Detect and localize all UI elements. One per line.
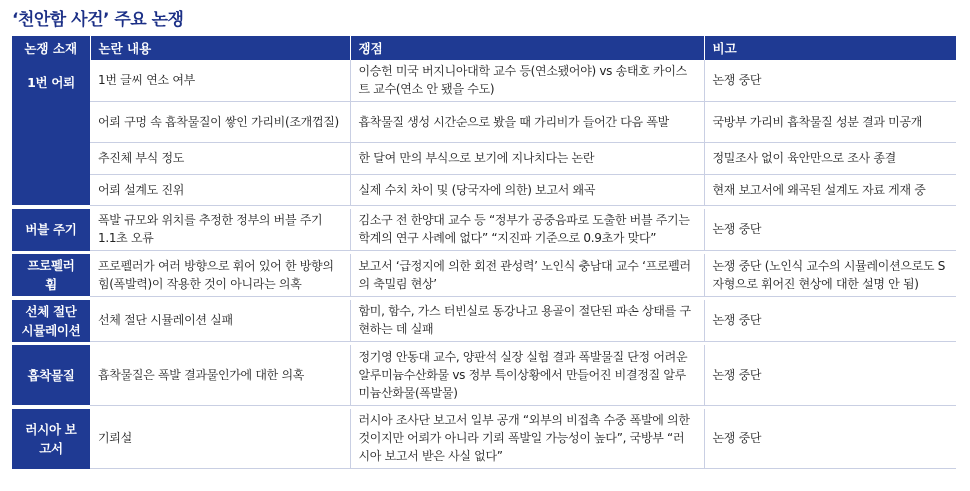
category-cell: 흡착물질	[12, 345, 90, 405]
note-cell: 논쟁 중단	[704, 409, 956, 469]
table-row	[12, 142, 956, 174]
note-cell: 논쟁 중단	[704, 300, 956, 342]
table-row	[12, 409, 956, 469]
content-cell: 프로펠러가 여러 방향으로 휘어 있어 한 방향의 힘(폭발력)이 작용한 것이 아니라는 의혹	[90, 254, 350, 296]
note-cell: 논쟁 중단	[704, 209, 956, 251]
content-cell: 어뢰 설계도 진위	[90, 174, 350, 205]
issue-cell: 보고서 ‘급정지에 의한 회전 관성력’ 노인식 충남대 교수 ‘프로펠러의 축밀림 현상’	[350, 254, 704, 296]
content-cell: 선체 절단 시뮬레이션 실패	[90, 300, 350, 342]
table-row	[12, 60, 956, 101]
table-row	[12, 174, 956, 205]
category-cell: 프로펠러 휨	[12, 254, 90, 296]
content-cell: 1번 글씨 연소 여부	[90, 60, 350, 101]
content-cell: 폭발 규모와 위치를 추정한 정부의 버블 주기 1.1초 오류	[90, 209, 350, 251]
header-topic: 논쟁 소재	[12, 36, 90, 60]
issue-cell: 이승헌 미국 버지니아대학 교수 등(연소됐어야) vs 송태호 카이스트 교수(연소 안 됐을 수도)	[350, 60, 704, 101]
content-cell: 어뢰 구멍 속 흡착물질이 쌓인 가리비(조개껍질)	[90, 101, 350, 142]
issue-cell: 실제 수치 차이 및 (당국자에 의한) 보고서 왜곡	[350, 174, 704, 205]
issue-cell: 정기영 안동대 교수, 양판석 실장 실험 결과 폭발물질 단정 어려운 알루미늄수산화물 vs 정부 특이상황에서 만들어진 비결정질 알루미늄산화물(폭발물)	[350, 345, 704, 405]
category-cell: 버블 주기	[12, 209, 90, 251]
table-header-row	[12, 36, 956, 60]
header-content: 논란 내용	[90, 36, 350, 60]
note-cell: 논쟁 중단	[704, 345, 956, 405]
issue-cell: 김소구 전 한양대 교수 등 “정부가 공중음파로 도출한 버블 주기는 학계의 연구 사례에 없다” “지진파 기준으로 0.9초가 맞다”	[350, 209, 704, 251]
issue-cell: 흡착물질 생성 시간순으로 봤을 때 가리비가 들어간 다음 폭발	[350, 101, 704, 142]
content-cell: 흡착물질은 폭발 결과물인가에 대한 의혹	[90, 345, 350, 405]
dispute-table	[12, 36, 956, 469]
header-note: 비고	[704, 36, 956, 60]
issue-cell: 러시아 조사단 보고서 일부 공개 “외부의 비접촉 수중 폭발에 의한 것이지만 어뢰가 아니라 기뢰 폭발일 가능성이 높다”, 국방부 “러시아 보고서 받은 사실 없다”	[350, 409, 704, 469]
content-cell: 추진체 부식 정도	[90, 142, 350, 174]
category-cell: 러시아 보고서	[12, 409, 90, 469]
table-row	[12, 345, 956, 405]
header-issue: 쟁점	[350, 36, 704, 60]
note-cell: 논쟁 중단	[704, 60, 956, 101]
note-cell: 논쟁 중단 (노인식 교수의 시뮬레이션으로도 S자형으로 휘어진 현상에 대한 설명 안 됨)	[704, 254, 956, 296]
category-cell: 1번 어뢰	[12, 60, 90, 205]
page-title: ‘천안함 사건’ 주요 논쟁	[12, 10, 184, 30]
content-cell: 기뢰설	[90, 409, 350, 469]
note-cell: 현재 보고서에 왜곡된 설계도 자료 게재 중	[704, 174, 956, 205]
table-row	[12, 254, 956, 296]
table-row	[12, 101, 956, 142]
issue-cell: 함미, 함수, 가스 터빈실로 동강나고 용골이 절단된 파손 상태를 구현하는 데 실패	[350, 300, 704, 342]
note-cell: 국방부 가리비 흡착물질 성분 결과 미공개	[704, 101, 956, 142]
table-row	[12, 209, 956, 251]
category-cell: 선체 절단 시뮬레이션	[12, 300, 90, 342]
issue-cell: 한 달여 만의 부식으로 보기에 지나치다는 논란	[350, 142, 704, 174]
note-cell: 정밀조사 없이 육안만으로 조사 종결	[704, 142, 956, 174]
table-row	[12, 300, 956, 342]
